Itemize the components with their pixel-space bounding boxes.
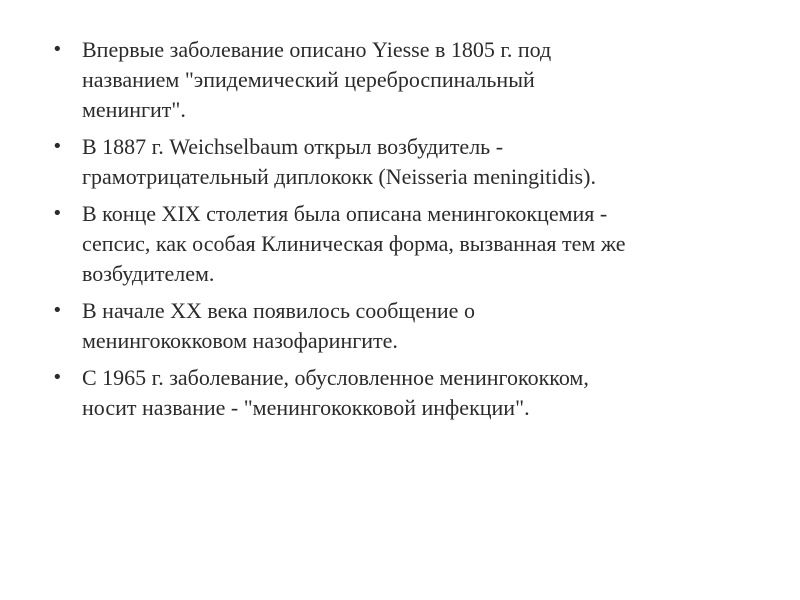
list-item — [52, 296, 752, 356]
bullet-icon: • — [52, 203, 63, 224]
bullet-icon: • — [52, 367, 63, 388]
list-item-line: В 1887 г. Weichselbaum открыл возбудитель - — [82, 134, 504, 159]
list-item — [52, 35, 752, 125]
list-item-line: менингококковом назофарингите. — [82, 328, 398, 353]
list-item-line: носит название - "менингококковой инфекции". — [82, 395, 530, 420]
bullet-icon: • — [52, 136, 63, 157]
list-item — [52, 132, 752, 192]
list-item-line: менингит". — [82, 97, 186, 122]
bullet-icon: • — [52, 300, 63, 321]
list-item — [52, 363, 752, 423]
list-item-line: Впервые заболевание описано Yiesse в 1805 г. под — [82, 37, 552, 62]
list-item-line: возбудителем. — [82, 261, 215, 286]
list-item-line: грамотрицательный диплококк (Neisseria meningitidis). — [82, 164, 596, 189]
list-item-line: В конце XIX столетия была описана менингококцемия - — [82, 201, 608, 226]
list-item-line: сепсис, как особая Клиническая форма, вызванная тем же — [82, 231, 626, 256]
list-item-line: С 1965 г. заболевание, обусловленное менингококком, — [82, 365, 589, 390]
list-item-line: названием "эпидемический цереброспинальный — [82, 67, 535, 92]
list-item — [52, 199, 752, 289]
bullet-icon: • — [52, 39, 63, 60]
bullet-list — [52, 35, 752, 430]
list-item-line: В начале XX века появилось сообщение о — [82, 298, 475, 323]
